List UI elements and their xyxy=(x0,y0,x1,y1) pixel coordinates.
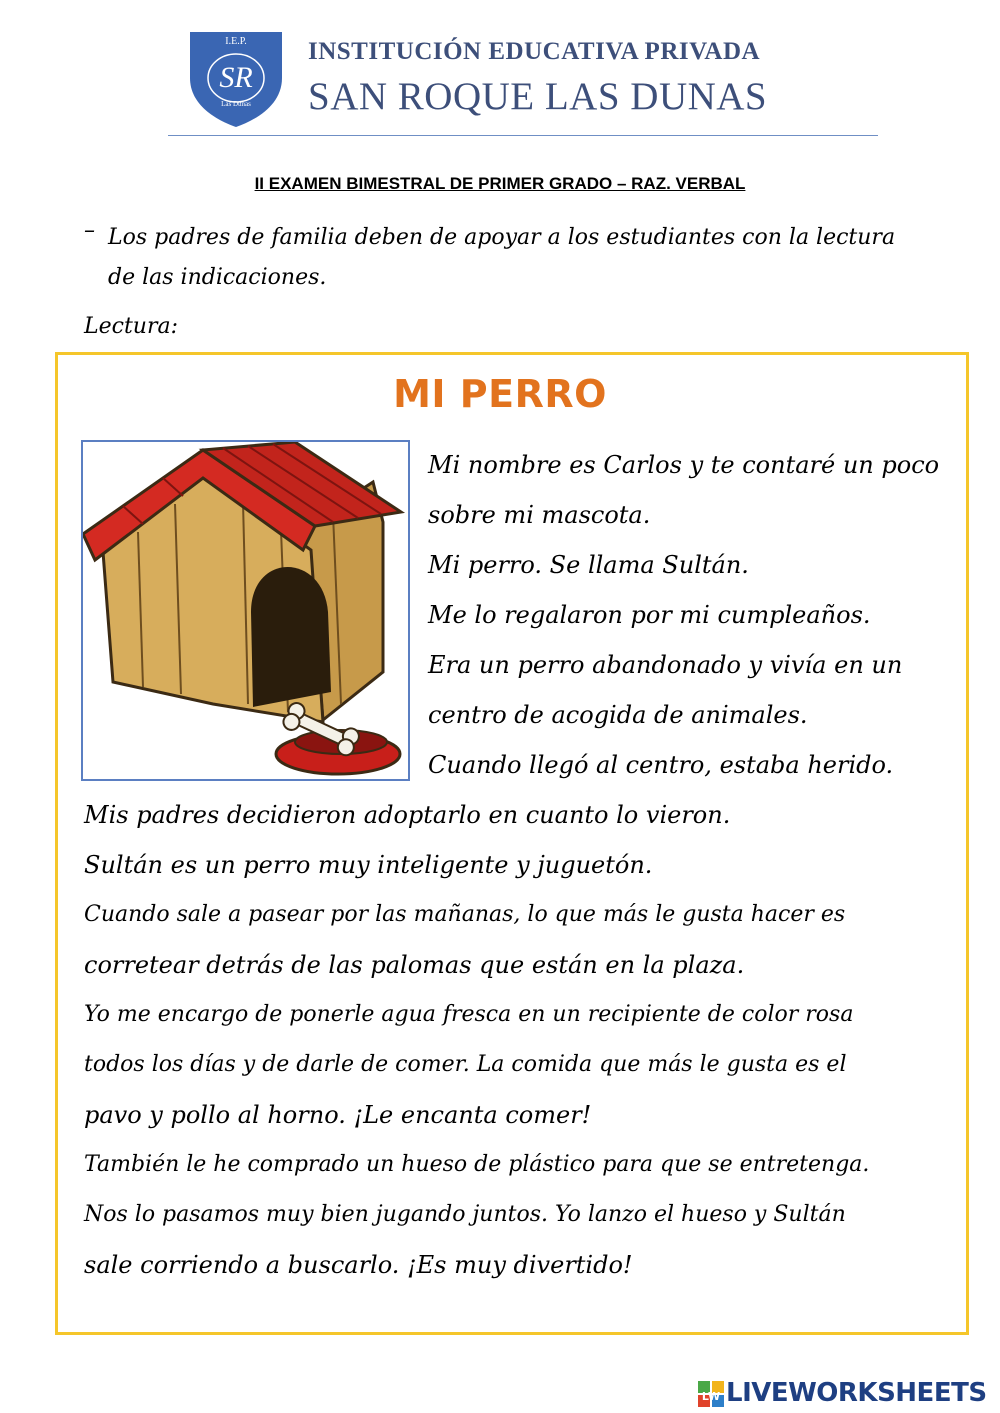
story-line: Me lo regalaron por mi cumpleaños. xyxy=(428,601,871,629)
story-line: centro de acogida de animales. xyxy=(428,701,808,729)
reading-label: Lectura: xyxy=(84,314,179,339)
liveworksheets-icon xyxy=(698,1381,724,1407)
story-line: sobre mi mascota. xyxy=(428,501,651,529)
watermark-text: LIVEWORKSHEETS xyxy=(726,1378,987,1408)
story-line: Cuando llegó al centro, estaba herido. xyxy=(428,751,894,779)
story-line: Era un perro abandonado y vivía en un xyxy=(428,651,903,679)
logo-text-top: I.E.P. xyxy=(225,36,247,47)
story-line: todos los días y de darle de comer. La comida que más le gusta es el xyxy=(84,1052,847,1077)
story-line: Mi perro. Se llama Sultán. xyxy=(428,551,749,579)
story-line: Mi nombre es Carlos y te contaré un poco xyxy=(428,451,940,479)
story-line: sale corriendo a buscarlo. ¡Es muy divertido! xyxy=(84,1251,633,1279)
exam-title: II EXAMEN BIMESTRAL DE PRIMER GRADO – RAZ. VERBAL xyxy=(254,174,746,193)
story-line: Mis padres decidieron adoptarlo en cuanto lo vieron. xyxy=(84,801,731,829)
story-line: pavo y pollo al horno. ¡Le encanta comer! xyxy=(84,1101,592,1129)
logo-monogram: SR xyxy=(219,61,253,94)
logo-text-bottom: Las Dunas xyxy=(221,100,251,108)
header-divider xyxy=(168,135,878,136)
story-line: Sultán es un perro muy inteligente y juguetón. xyxy=(84,851,653,879)
doghouse-illustration xyxy=(81,440,410,781)
school-name: SAN ROQUE LAS DUNAS xyxy=(308,75,768,118)
watermark-icon-text: LW xyxy=(701,1390,721,1403)
school-logo xyxy=(186,30,286,128)
school-type: INSTITUCIÓN EDUCATIVA PRIVADA xyxy=(308,38,761,65)
story-line: Cuando sale a pasear por las mañanas, lo que más le gusta hacer es xyxy=(84,902,846,927)
story-line: corretear detrás de las palomas que están en la plaza. xyxy=(84,951,745,979)
instruction-bullet: – xyxy=(84,218,95,243)
story-line: Yo me encargo de ponerle agua fresca en un recipiente de color rosa xyxy=(84,1002,854,1027)
instruction-text: Los padres de familia deben de apoyar a los estudiantes con la lectura de las indicaciones. xyxy=(108,225,896,290)
story-line: También le he comprado un hueso de plástico para que se entretenga. xyxy=(84,1152,870,1177)
story-line: Nos lo pasamos muy bien jugando juntos. Yo lanzo el hueso y Sultán xyxy=(84,1202,846,1227)
reading-title: MI PERRO xyxy=(393,372,607,416)
